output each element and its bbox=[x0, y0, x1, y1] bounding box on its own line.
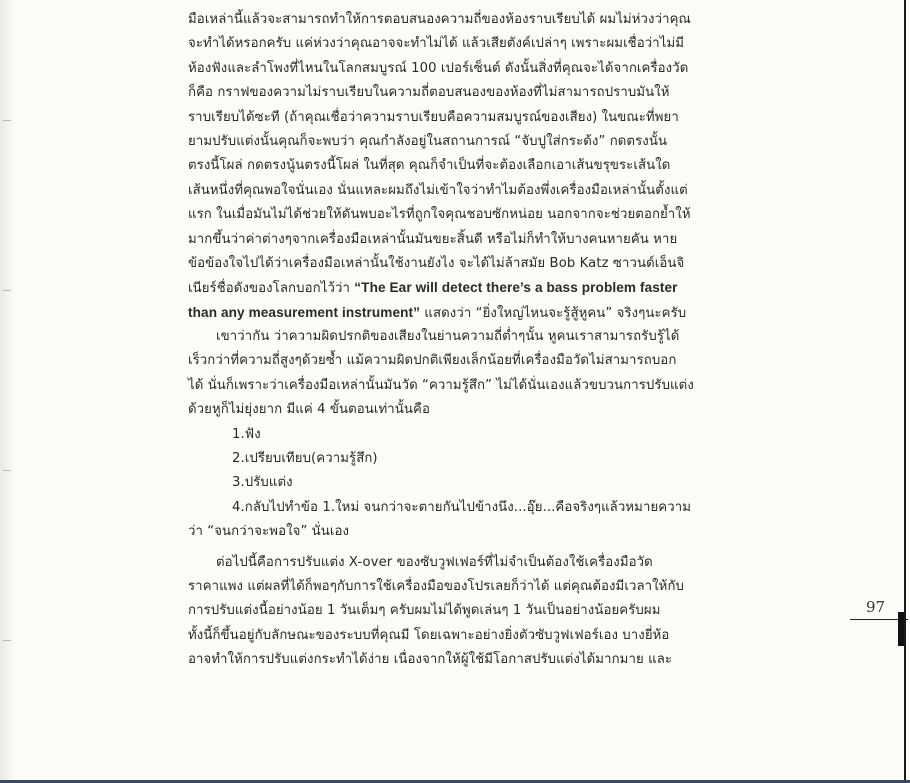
text-line: มากขึ้นว่าค่าต่างๆจากเครื่องมือเหล่านั้นมันขยะสิ้นดี หรือไม่ก็ทำให้บางคนหายคัน หาย bbox=[188, 231, 678, 247]
english-quote: “The Ear will detect there’s a bass problem faster bbox=[354, 280, 678, 296]
text-line: แรก ในเมื่อมันไม่ได้ช่วยให้ดันพบอะไรที่ถูกใจคุณชอบซักหน่อย นอกจากจะช่วยตอกย้ำให้ bbox=[188, 207, 691, 223]
text-line: ต่อไปนี้คือการปรับแต่ง X-over ของซับวูฟเฟอร์ที่ไม่จำเป็นต้องใช้เครื่องมือวัด bbox=[216, 554, 653, 570]
text-line: ข้อข้องใจไปได้ว่าเครื่องมือเหล่านั้นใช้งานยังไง จะได้ไม่ล้าสมัย Bob Katz ซาวนด์เอ็นจิ bbox=[188, 255, 685, 271]
list-item: 4.กลับไปทำข้อ 1.ใหม่ จนกว่าจะตายกันไปข้างนึง...อุ๊ย...คือจริงๆแล้วหมายความ bbox=[232, 499, 692, 515]
text-line bbox=[188, 276, 748, 300]
page-left-edge bbox=[0, 0, 14, 780]
text-line: ได้ นั่นก็เพราะว่าเครื่องมือเหล่านั้นมันวัด “ความรู้สึก” ไม่ได้นั่นเองแล้วขบวนการปรับแต่ง bbox=[188, 377, 694, 393]
text-line: จะทำได้หรอกครับ แค่ห่วงว่าคุณอาจจะทำไม่ได้ แล้วเสียตังค์เปล่าๆ เพราะผมเชื่อว่าไม่มี bbox=[188, 36, 685, 52]
english-quote: than any measurement instrument” bbox=[188, 304, 421, 320]
text-line: ตรงนี้โผล่ กดตรงนู้นตรงนี้โผล่ ในที่สุด คุณก็จำเป็นที่จะต้องเลือกเอาเส้นขรุขระเส้นใด bbox=[188, 158, 671, 174]
list-item: 3.ปรับแต่ง bbox=[232, 475, 293, 491]
text-line: ทั้งนี้ก็ขึ้นอยู่กับลักษณะของระบบที่คุณมี โดยเฉพาะอย่างยิ่งตัวซับวูฟเฟอร์เอง บางยี่ห้อ bbox=[188, 627, 670, 643]
text-line: ด้วยหูก็ไม่ยุ่งยาก มีแค่ 4 ขั้นตอนเท่านั้นคือ bbox=[188, 402, 430, 418]
text-line bbox=[188, 301, 748, 325]
text-line: ราคาแพง แต่ผลที่ได้ก็พอๆกับการใช้เครื่องมือของโปรเลยก็ว่าได้ แต่คุณต้องมีเวลาให้กับ bbox=[188, 578, 685, 594]
list-item: 2.เปรียบเทียบ(ความรู้สึก) bbox=[232, 451, 378, 467]
scan-mark bbox=[3, 640, 11, 641]
text-line: เร็วกว่าที่ความถี่สูงๆด้วยซ้ำ แม้ความผิดปกติเพียงเล็กน้อยที่เครื่องมือวัดไม่สามารถบอก bbox=[188, 353, 677, 369]
page-edge-mark bbox=[898, 612, 904, 646]
text-segment: แสดงว่า “ยิ่งใหญ่ไหนจะรู้สู้หูคน” จริงๆนะครับ bbox=[420, 305, 687, 321]
text-segment: เนียร์ชื่อดังของโลกบอกไว้ว่า bbox=[188, 281, 350, 297]
text-line: เขาว่ากัน ว่าความผิดปรกติของเสียงในย่านความถี่ต่ำๆนั้น หูคนเราสามารถรับรู้ได้ bbox=[216, 329, 680, 345]
page-number: 97 bbox=[866, 598, 886, 616]
text-line: อาจทำให้การปรับแต่งกระทำได้ง่าย เนื่องจากให้ผู้ใช้มีโอกาสปรับแต่งได้มากมาย และ bbox=[188, 652, 673, 668]
text-line: การปรับแต่งนี้อย่างน้อย 1 วันเต็มๆ ครับผมไม่ได้พูดเล่นๆ 1 วันเป็นอย่างน้อยครับผม bbox=[188, 603, 661, 619]
scan-mark bbox=[3, 470, 11, 471]
scan-mark bbox=[3, 290, 11, 291]
text-line: ก็คือ กราฟของความไม่ราบเรียบในความถี่ตอบสนองของห้องที่ไม่สามารถปราบมันให้ bbox=[188, 85, 670, 101]
text-line: ว่า “จนกว่าจะพอใจ” นั่นเอง bbox=[188, 524, 350, 540]
list-item: 1.ฟัง bbox=[232, 426, 261, 442]
text-line: ห้องฟังและลำโพงที่ไหนในโลกสมบูรณ์ 100 เปอร์เซ็นต์ ดังนั้นสิ่งที่คุณจะได้จากเครื่องวัด bbox=[188, 60, 689, 76]
text-line: มือเหล่านี้แล้วจะสามารถทำให้การตอบสนองความถี่ของห้องราบเรียบได้ ผมไม่ห่วงว่าคุณ bbox=[188, 12, 691, 27]
text-line: ราบเรียบได้ซะที (ถ้าคุณเชื่อว่าความราบเรียบคือความสมบูรณ์ของเสียง) ในขณะที่พยา bbox=[188, 109, 679, 125]
text-line: ยามปรับแต่งนั้นคุณก็จะพบว่า คุณกำลังอยู่ในสถานการณ์ “จับปูใส่กระด้ง” กดตรงนั้น bbox=[188, 133, 668, 149]
body-text bbox=[188, 8, 748, 673]
scan-mark bbox=[3, 120, 11, 121]
text-line: เส้นหนึ่งที่คุณพอใจนั่นเอง นั่นแหละผมถึงไม่เข้าใจว่าทำไมต้องพึ่งเครื่องมือเหล่านั้นตั้งแต่ bbox=[188, 182, 688, 198]
